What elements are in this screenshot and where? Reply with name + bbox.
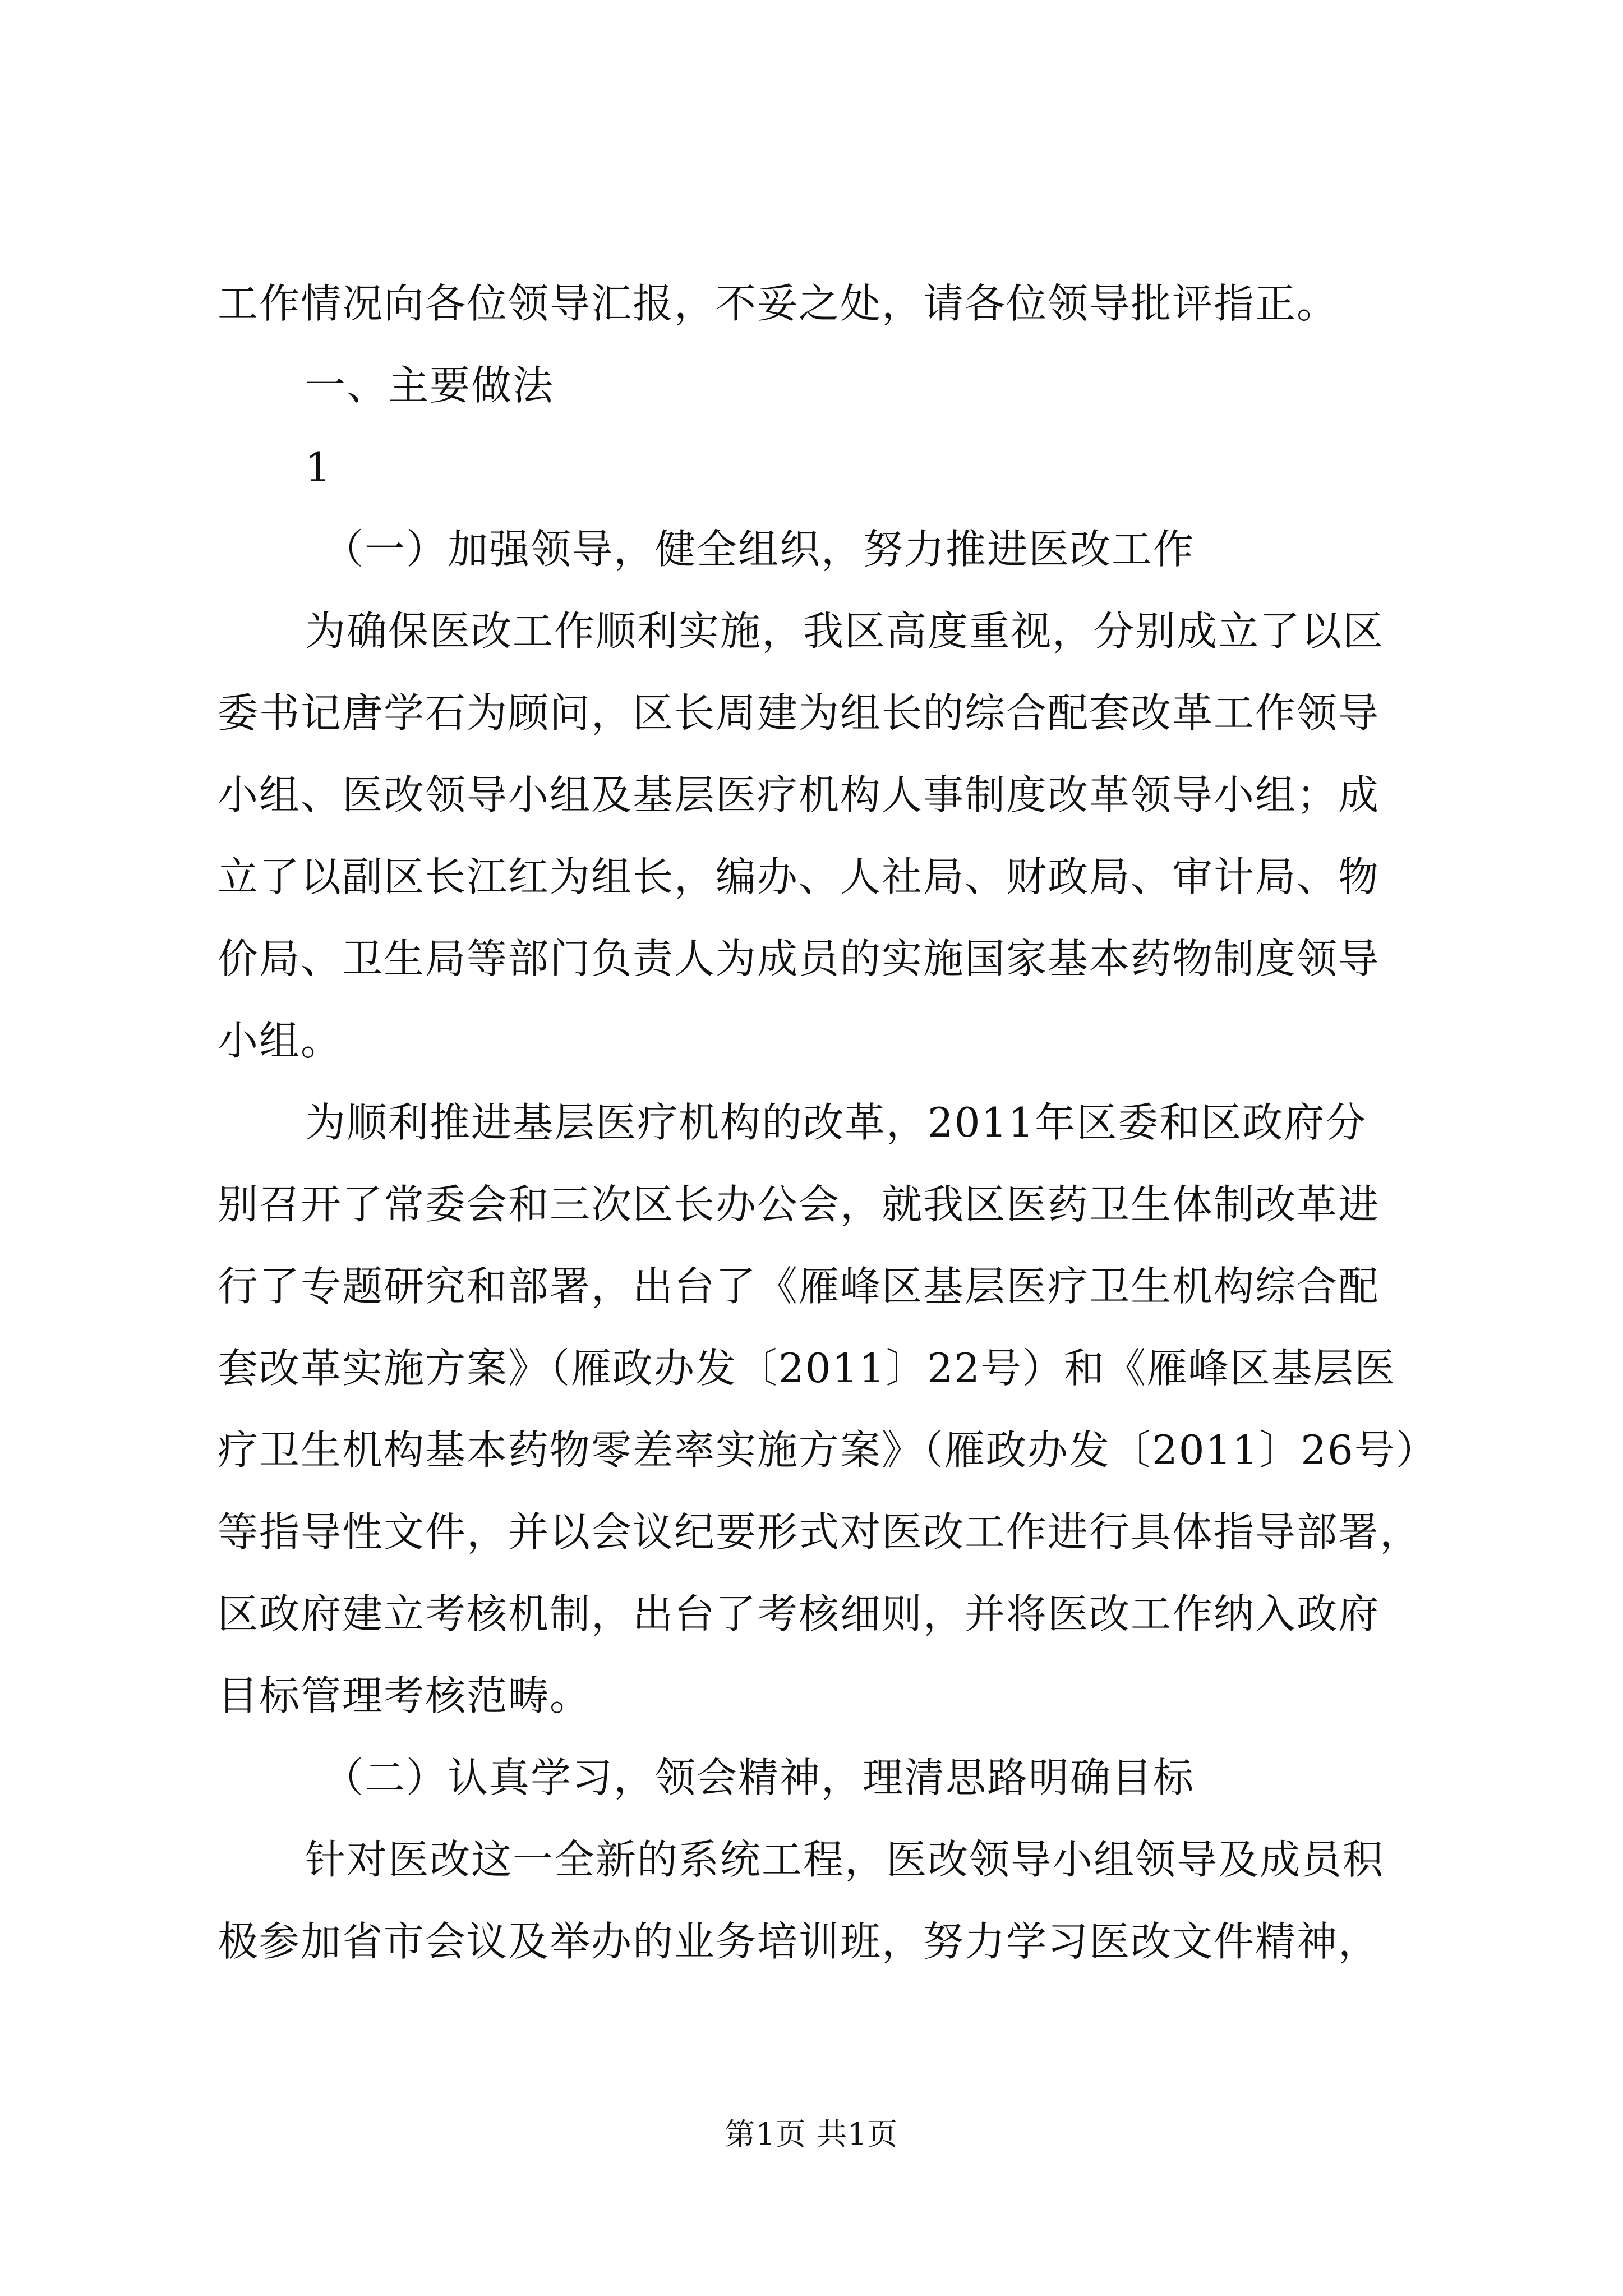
paragraph-line: 套改革实施方案》（雁政办发〔2011〕22号）和《雁峰区基层医 — [218, 1345, 1396, 1392]
paragraph-line: 别召开了常委会和三次区长办公会，就我区医药卫生体制改革进 — [218, 1181, 1380, 1228]
paragraph-line: 为顺利推进基层医疗机构的改革，2011年区委和区政府分 — [305, 1099, 1367, 1146]
subsection-heading: （二）认真学习，领会精神，理清思路明确目标 — [323, 1754, 1195, 1801]
section-heading: 一、主要做法 — [305, 362, 555, 409]
paragraph-line: 疗卫生机构基本药物零差率实施方案》（雁政办发〔2011〕26号） — [218, 1427, 1437, 1474]
paragraph-line: 极参加省市会议及举办的业务培训班，努力学习医改文件精神， — [218, 1918, 1380, 1965]
subsection-heading: （一）加强领导，健全组织，努力推进医改工作 — [323, 526, 1195, 573]
paragraph-line: 价局、卫生局等部门负责人为成员的实施国家基本药物制度领导 — [218, 935, 1380, 982]
paragraph-line: 立了以副区长江红为组长，编办、人社局、财政局、审计局、物 — [218, 853, 1380, 900]
paragraph-line: 小组、医改领导小组及基层医疗机构人事制度改革领导小组；成 — [218, 771, 1380, 818]
section-number: 1 — [305, 444, 332, 491]
paragraph-line: 为确保医改工作顺利实施，我区高度重视，分别成立了以区 — [305, 608, 1385, 655]
paragraph-line: 区政府建立考核机制，出台了考核细则，并将医改工作纳入政府 — [218, 1590, 1380, 1637]
paragraph-line: 工作情况向各位领导汇报，不妥之处，请各位领导批评指正。 — [218, 280, 1339, 327]
paragraph-line: 针对医改这一全新的系统工程，医改领导小组领导及成员积 — [305, 1836, 1385, 1883]
paragraph-line: 委书记唐学石为顾问，区长周建为组长的综合配套改革工作领导 — [218, 689, 1380, 737]
document-body — [218, 263, 1437, 1982]
page-footer: 第1页 共1页 — [725, 2116, 898, 2152]
paragraph-line: 小组。 — [218, 1017, 343, 1064]
paragraph-line: 目标管理考核范畴。 — [218, 1672, 592, 1719]
paragraph-line: 行了专题研究和部署，出台了《雁峰区基层医疗卫生机构综合配 — [218, 1263, 1380, 1310]
paragraph-line: 等指导性文件，并以会议纪要形式对医改工作进行具体指导部署， — [218, 1508, 1422, 1556]
